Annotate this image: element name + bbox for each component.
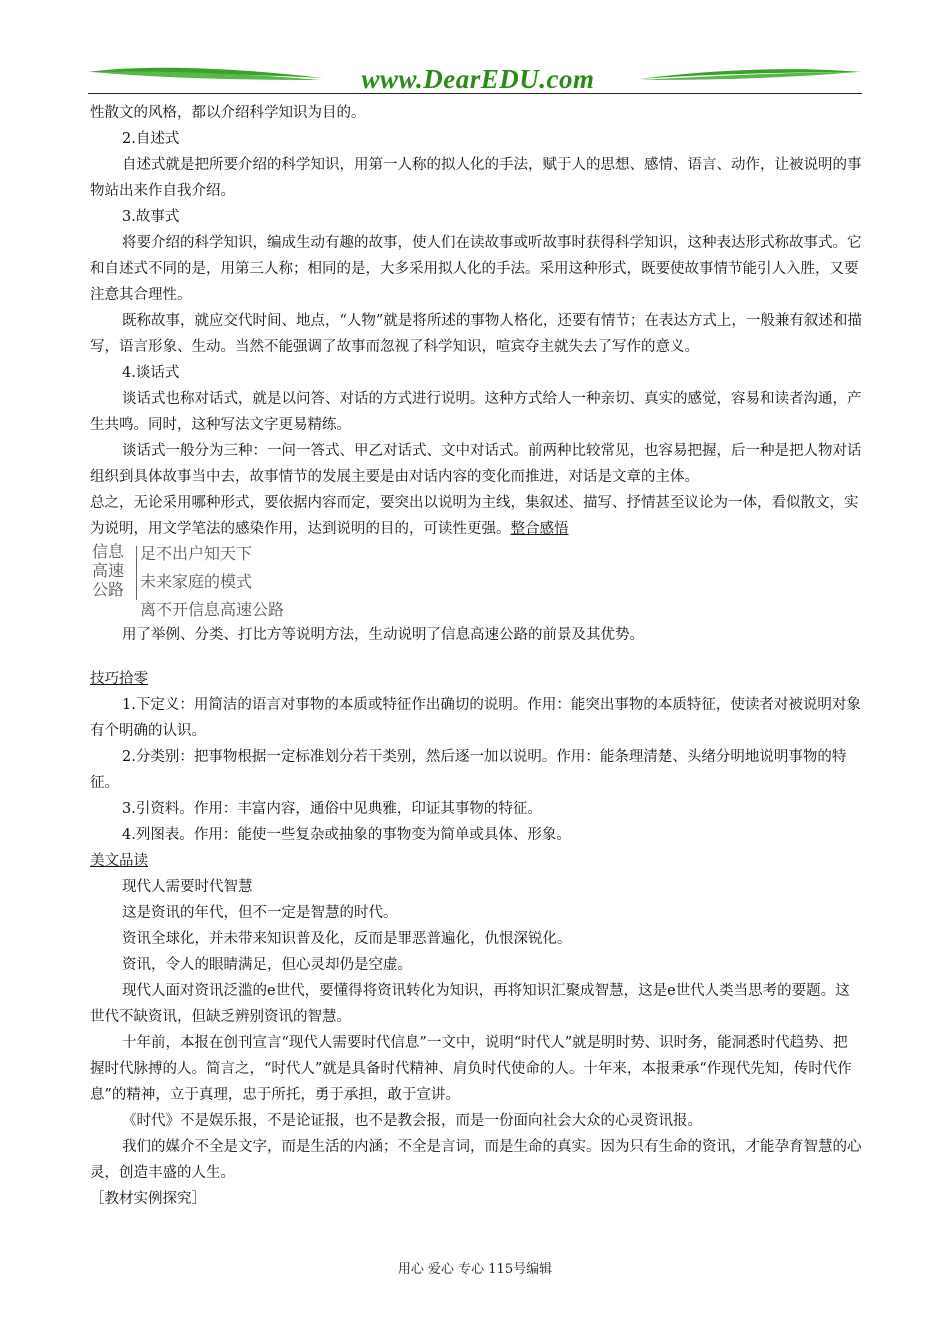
paragraph: 将要介绍的科学知识，编成生动有趣的故事，使人们在读故事或听故事时获得科学知识，这种表达形式称故事式。它和自述式不同的是，用第三人称；相同的是，大多采用拟人化的手法。采用这种形式，既要使故事情节能引人入胜，又要注意其合理性。 [90, 235, 862, 303]
site-logo[interactable]: www.DearEDU.com [361, 64, 595, 94]
paragraph-text: 总之，无论采用哪种形式，要依据内容而定，要突出以说明为主线，集叙述、描写、抒情甚至议论为一体，看似散文，实为说明，用文学笔法的感染作用，达到说明的目的，可读性更强。 [90, 495, 859, 537]
section-title-skills[interactable]: 技巧拾零 [90, 671, 148, 687]
paragraph: 我们的媒介不全是文字，而是生活的内涵；不全是言词，而是生命的真实。因为只有生命的资讯，才能孕育智慧的心灵，创造丰盛的人生。 [90, 1139, 862, 1181]
paragraph: 现代人面对资讯泛滥的e世代，要懂得将资讯转化为知识，再将知识汇聚成智慧，这是e世代人类当思考的要题。这世代不缺资讯，但缺乏辨别资讯的智慧。 [90, 983, 850, 1025]
diagram-branches [140, 540, 284, 624]
list-item: 4.列图表。作用：能使一些复杂或抽象的事物变为简单或具体、形象。 [122, 827, 571, 843]
section-heading: 3.故事式 [122, 209, 180, 225]
list-item: 2.分类别：把事物根据一定标准划分若干类别，然后逐一加以说明。作用：能条理清楚、头绪分明地说明事物的特征。 [90, 749, 847, 791]
site-header [88, 62, 862, 94]
paragraph: 用了举例、分类、打比方等说明方法，生动说明了信息高速公路的前景及其优势。 [122, 627, 644, 643]
header-rule [88, 93, 862, 94]
paragraph: 谈话式一般分为三种：一问一答式、甲乙对话式、文中对话式。前两种比较常见，也容易把握，后一种是把人物对话组织到具体故事当中去，故事情节的发展主要是由对话内容的变化而推进，对话是文章的主体。 [90, 443, 862, 485]
paragraph: 资讯，令人的眼睛满足，但心灵却仍是空虚。 [122, 957, 412, 973]
section-heading: 2.自述式 [122, 131, 180, 147]
diagram-branch: 足不出户知天下 [140, 544, 253, 563]
diagram-topic-line: 公路 [92, 580, 125, 599]
paragraph: 资讯全球化，并未带来知识普及化，反而是罪恶普遍化，仇恨深锐化。 [122, 931, 572, 947]
paragraph: 既称故事，就应交代时间、地点，“人物”就是将所述的事物人格化，还要有情节；在表达方式上，一般兼有叙述和描写，语言形象、生动。当然不能强调了故事而忽视了科学知识，喧宾夺主就失去了写作的意义。 [90, 313, 862, 355]
section-title-reading[interactable]: 美文品读 [90, 853, 148, 869]
diagram-topic-line: 高速 [92, 561, 125, 580]
document-body [90, 100, 862, 1212]
paragraph: 自述式就是把所要介绍的科学知识，用第一人称的拟人化的手法，赋于人的思想、感情、语言、动作，让被说明的事物站出来作自我介绍。 [90, 157, 862, 199]
bracket-heading: ［教材实例探究］ [90, 1191, 206, 1207]
brace-diagram [90, 542, 862, 619]
paragraph: 谈话式也称对话式，就是以问答、对话的方式进行说明。这种方式给人一种亲切、真实的感觉，容易和读者沟通，产生共鸣。同时，这种写法文字更易精练。 [90, 391, 862, 433]
diagram-branch: 未来家庭的模式 [140, 572, 253, 591]
paragraph: 性散文的风格，都以介绍科学知识为目的。 [90, 105, 366, 121]
paragraph: 这是资讯的年代，但不一定是智慧的时代。 [122, 905, 398, 921]
diagram-topic [92, 542, 132, 599]
diagram-topic-line: 信息 [92, 542, 125, 561]
page-footer: 用心 爱心 专心 115号编辑 [397, 1262, 553, 1277]
section-heading: 4.谈话式 [122, 365, 180, 381]
link-integration[interactable]: 整合感悟 [510, 521, 569, 537]
list-item: 1.下定义：用简洁的语言对事物的本质或特征作出确切的说明。作用：能突出事物的本质特征，使读者对被说明对象有个明确的认识。 [90, 697, 861, 739]
diagram-branch: 离不开信息高速公路 [140, 600, 285, 619]
article-title: 现代人需要时代智慧 [122, 879, 253, 895]
paragraph: 《时代》不是娱乐报，不是论证报，也不是教会报，而是一份面向社会大众的心灵资讯报。 [122, 1113, 702, 1129]
paragraph [90, 490, 862, 542]
paragraph: 十年前，本报在创刊宣言“现代人需要时代信息”一文中，说明“时代人”就是明时势、识时务，能洞悉时代趋势、把握时代脉搏的人。简言之，“时代人”就是具备时代精神、肩负时代使命的人。十年来，本报秉承“作现代先知，传时代作息”的精神，立于真理，忠于所托，勇于承担，敢于宣讲。 [90, 1035, 852, 1103]
list-item: 3.引资料。作用：丰富内容，通俗中见典雅，印证其事物的特征。 [122, 801, 542, 817]
